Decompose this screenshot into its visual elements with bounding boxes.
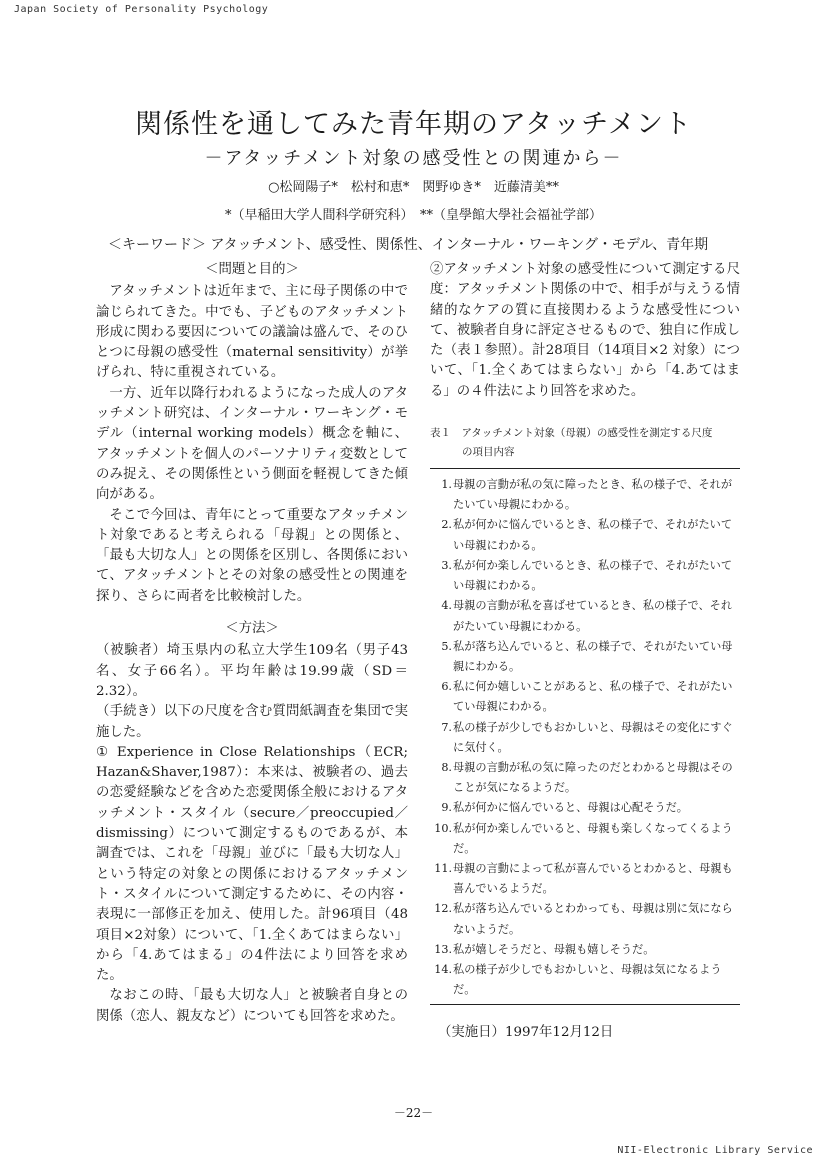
item-number: 9. [441,801,452,815]
item-text: 母親の言動が私の気に障ったとき、私の様子で、それがたいてい母親にわかる。 [453,478,733,512]
table-row [434,798,736,818]
item-text: 私が嬉しそうだと、母親も嬉しそうだ。 [453,942,655,956]
item-text: 私が何か楽しんでいると、母親も楽しくなってくるようだ。 [453,821,733,855]
body-paragraph: （手続き）以下の尺度を含む質問紙調査を集団で実施した。 [96,704,408,740]
survey-date: （実施日）1997年12月12日 [438,1025,614,1041]
item-number: 5. [441,639,452,653]
table-row [434,960,736,1000]
item-number: 7. [441,720,452,734]
item-text: 私に何か嬉しいことがあると、私の様子で、それがたいてい母親にわかる。 [453,680,733,714]
item-number: 12. [434,902,452,916]
table-row [434,859,736,899]
item-text: 私の様子が少しでもおかしいと、母親はその変化にすぐに気付く。 [453,720,733,754]
body-paragraph: アタッチメントは近年まで、主に母子関係の中で論じられてきた。中でも、子どものアタッチメント形成に関わる要因についての議論は盛んで、そのひとつに母親の感受性（maternal sensitivity）が挙げられ、特に重視されている。 [96,284,408,381]
item-text: 私が落ち込んでいるとわかっても、母親は別に気にならないようだ。 [453,902,733,936]
body-paragraph: （被験者）埼玉県内の私立大学生109名（男子43名、女子66名）。平均年齢は19.99歳（SD＝2.32）。 [96,643,408,699]
keywords-line: ＜キーワード＞ アタッチメント、感受性、関係性、インターナル・ワーキング・モデル、青年期 [108,237,709,253]
body-paragraph: なおこの時、「最も大切な人」と被験者自身との関係（恋人、親友など）についても回答を求めた。 [96,988,408,1024]
item-text: 私の様子が少しでもおかしいと、母親は気になるようだ。 [453,962,722,997]
table-row [434,596,736,636]
body-paragraph: そこで今回は、青年にとって重要なアタッチメント対象であると考えられる「母親」との関係と、「最も大切な人」との関係を区別し、各関係において、アタッチメントとその対象の感受性との関連を探り、さらに両者を比較検討した。 [96,507,408,604]
author-list: ○松岡陽子* 松村和恵* 関野ゆき* 近藤清美** [268,180,559,195]
table-row [434,475,736,515]
body-paragraph: ②アタッチメント対象の感受性について測定する尺度：アタッチメント関係の中で、相手が与えうる情緒的なケアの質に直接関わるような感受性について、被験者自身に評定させるもので、独自に作成した（表１参照）。計28項目（14項目×2 対象）について、「1.全くあてはまらない」から「4.あてはまる」の４件法により回答を求めた。 [430,262,740,399]
table-row [434,758,736,798]
item-number: 6. [441,680,452,694]
item-number: 8. [441,760,452,774]
page-number: －22－ [393,1106,434,1120]
item-number: 13. [434,942,452,956]
item-text: 私が何かに悩んでいると、母親は心配そうだ。 [453,801,688,815]
table-caption-line: の項目内容 [462,446,515,459]
table-row [434,677,736,717]
left-column [96,260,408,1027]
table-row [434,556,736,596]
paper-title: 関係性を通してみた青年期のアタッチメント [134,109,693,140]
table-row [434,819,736,859]
sensitivity-items-table [430,468,740,1005]
section-heading-method: ＜方法＞ [225,621,279,637]
item-number: 1. [441,478,452,492]
body-paragraph: 一方、近年以降行われるようになった成人のアタッチメント研究は、インターナル・ワーキング・モデル（internal working models）概念を軸に、アタッチメントを個人のパーソナリティ変数としてのみ捉え、その関係性という側面を軽視してきた傾向がある。 [96,385,408,503]
item-number: 3. [441,558,452,572]
right-column [430,260,740,1044]
table-row [434,718,736,758]
table-row [434,515,736,555]
affiliations: *（早稲田大学人間科学研究科） **（皇學館大學社会福祉学部） [224,208,602,223]
table-row [434,899,736,939]
table-caption [430,424,740,462]
item-text: 母親の言動が私の気に障ったのだとわかると母親はそのことが気になるようだ。 [453,760,733,795]
item-text: 私が落ち込んでいると、私の様子で、それがたいてい母親にわかる。 [453,639,733,673]
table-row [434,940,736,960]
paper-subtitle: －アタッチメント対象の感受性との関連から－ [204,148,623,169]
table-caption-line: 表１ アタッチメント対象（母親）の感受性を測定する尺度 [430,427,713,440]
item-text: 私が何かに悩んでいるとき、私の様子で、それがたいてい母親にわかる。 [453,518,733,552]
item-number: 10. [434,821,452,835]
section-heading-purpose: ＜問題と目的＞ [205,262,299,277]
society-header: Japan Society of Personality Psychology [14,4,269,15]
body-paragraph: ① Experience in Close Relationships（ECR; Hazan&Shaver,1987）：本来は、被験者の、過去の恋愛経験などを含めた恋愛関係全般におけるアタッチメント・スタイル（secure／preoccupied／dismissing）について測定するものであるが、本調査では、これを「母親」並びに「最も大切な人」という特定の対象との関係におけるアタッチメント・スタイルについて測定するために、その内容・表現に一部修正を加え、使用した。計96項目（48項目×2対象）について、「1.全くあてはまらない」から「4.あてはまる」の4件法により回答を求めた。 [96,744,408,984]
item-text: 母親の言動が私を喜ばせているとき、私の様子で、それがたいてい母親にわかる。 [453,599,733,633]
item-text: 母親の言動によって私が喜んでいるとわかると、母親も喜んでいるようだ。 [453,861,733,896]
item-text: 私が何か楽しんでいるとき、私の様子で、それがたいてい母親にわかる。 [453,558,733,593]
table-row [434,637,736,677]
item-number: 2. [441,518,452,532]
item-number: 4. [441,599,452,613]
item-number: 14. [434,962,452,976]
library-service-footer: NII-Electronic Library Service [617,1145,813,1156]
item-number: 11. [434,861,452,875]
